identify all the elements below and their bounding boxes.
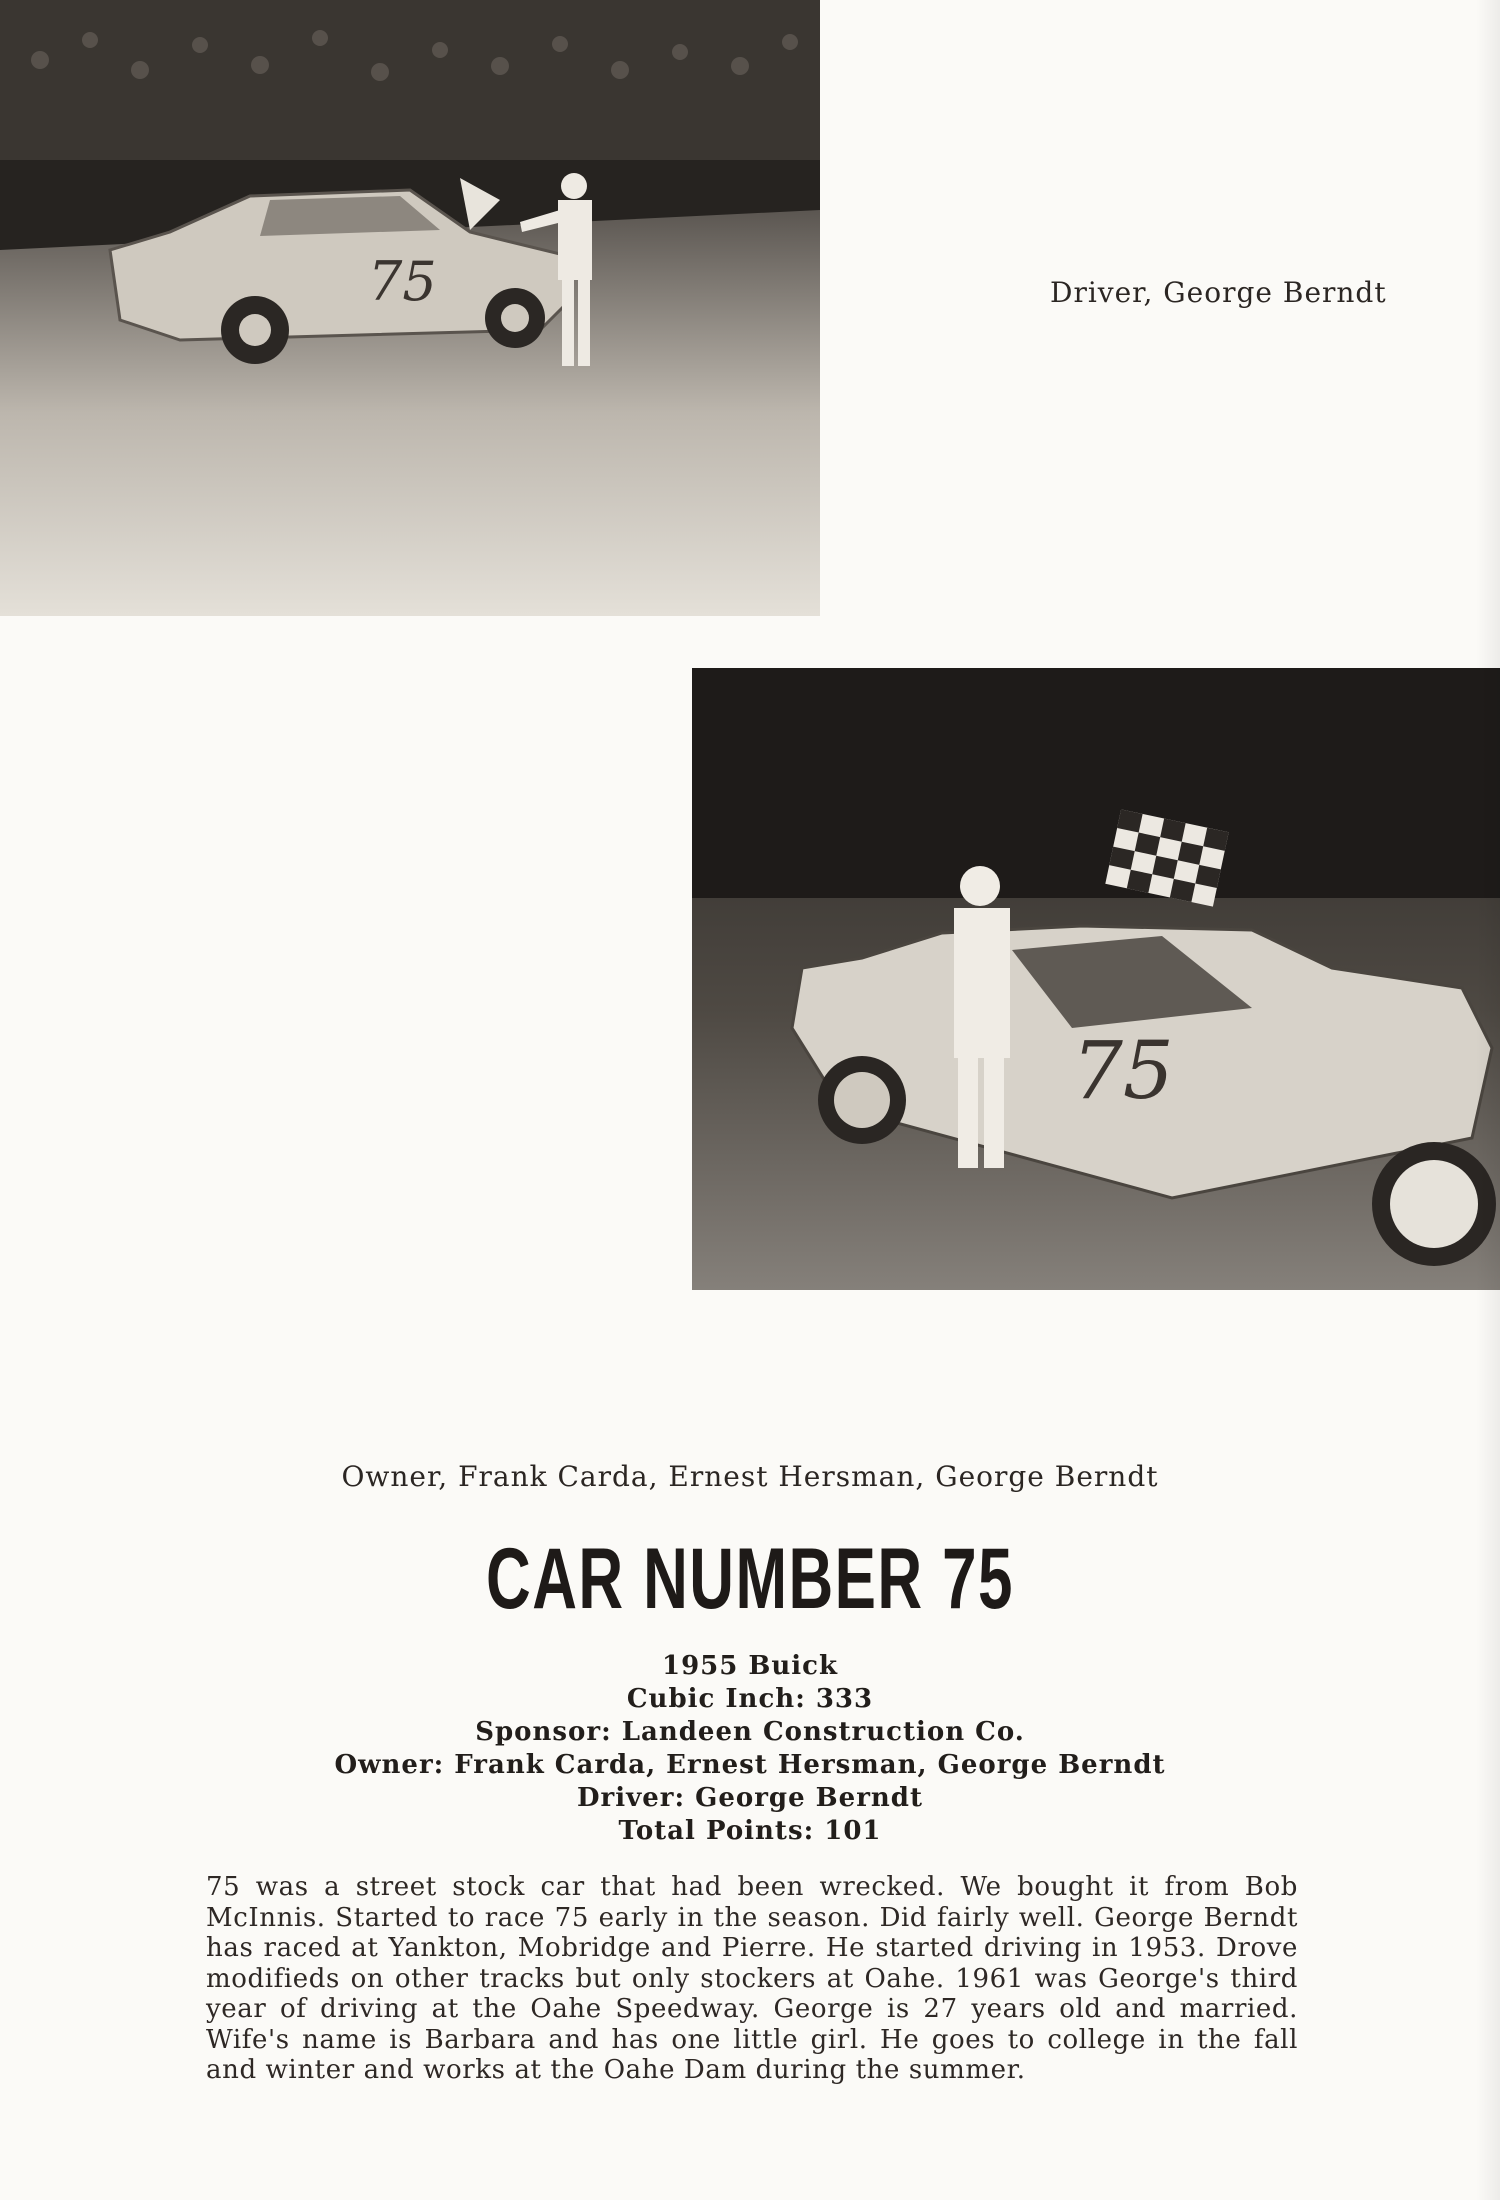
photo-car-75-checkered-flag — [692, 668, 1500, 1290]
car-number-bottom: 75 — [1072, 1024, 1174, 1117]
spec-driver: Driver: George Berndt — [577, 1783, 923, 1813]
spec-car-model: 1955 Buick — [661, 1651, 839, 1681]
owner-caption: Owner, Frank Carda, Ernest Hersman, George Berndt — [341, 1460, 1159, 1493]
car-number-top: 75 — [368, 250, 437, 313]
spec-total-points: Total Points: 101 — [618, 1816, 882, 1846]
page-title: CAR NUMBER 75 — [486, 1531, 1014, 1627]
car-specs — [0, 1650, 1500, 1848]
spec-owner: Owner: Frank Carda, Ernest Hersman, George Berndt — [334, 1750, 1166, 1780]
story-paragraph: 75 was a street stock car that had been wrecked. We bought it from Bob McInnis. Started to race 75 early in the season. Did fairly well. George Berndt has raced at Yankton, Mobridge and Pierre. He started driving in 1953. Drove modifieds on other tracks but only stockers at Oahe. 1961 was George's third year of driving at the Oahe Speedway. George is 27 years old and married. Wife's name is Barbara and has one little girl. He goes to college in the fall and winter and works at the Oahe Dam during the summer. — [206, 1872, 1298, 2085]
photo-car-75-with-flagman — [0, 0, 820, 616]
spec-cubic-inch: Cubic Inch: 333 — [626, 1684, 874, 1714]
driver-caption: Driver, George Berndt — [1050, 276, 1387, 309]
page-edge-shadow — [1476, 0, 1500, 2200]
spec-sponsor: Sponsor: Landeen Construction Co. — [475, 1717, 1025, 1747]
